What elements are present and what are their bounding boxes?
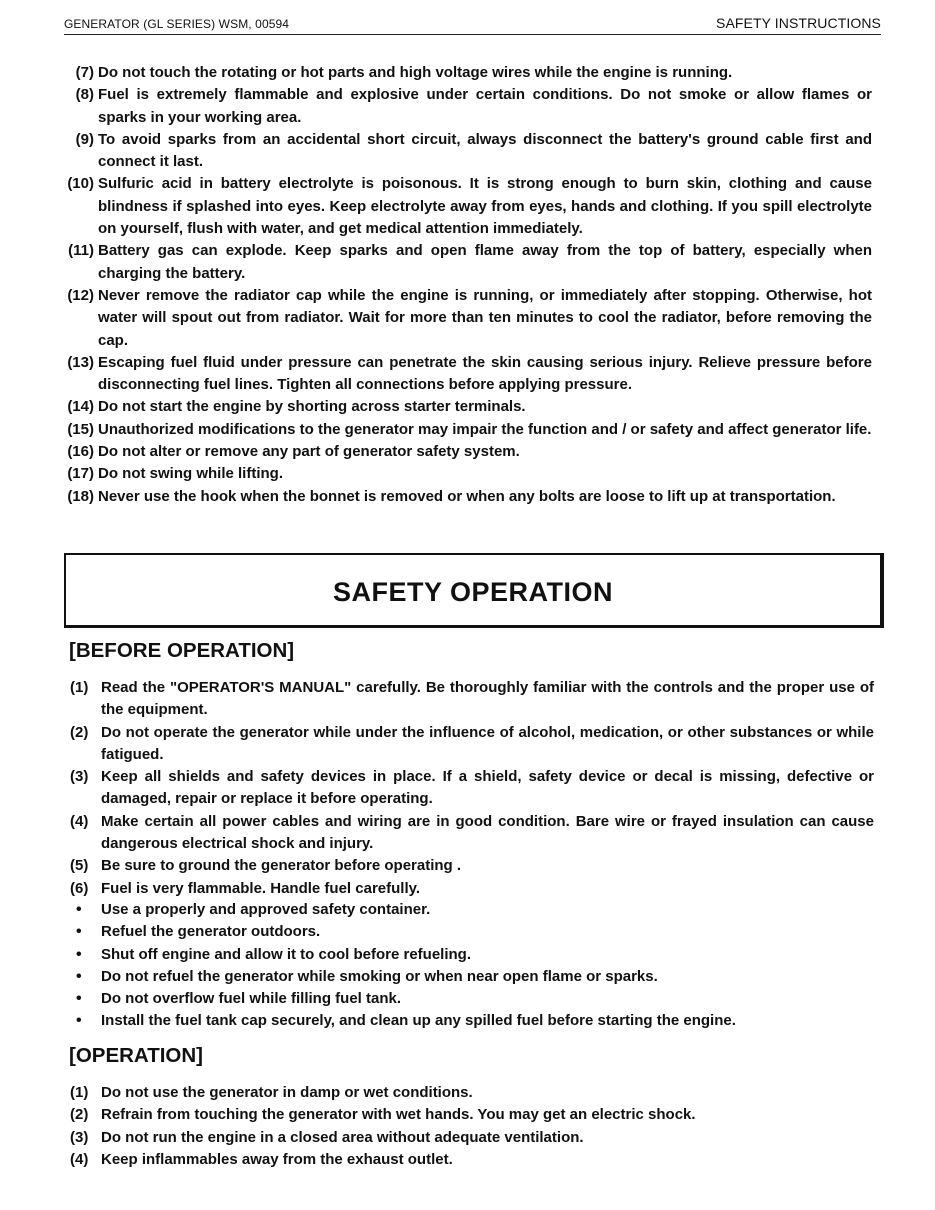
item-text: Read the "OPERATOR'S MANUAL" carefully. Be thoroughly familiar with the controls and the proper use of the equipment.	[101, 679, 874, 719]
item-text: Do not touch the rotating or hot parts and high voltage wires while the engine is running.	[98, 64, 733, 81]
bullet-icon: •	[76, 945, 82, 963]
item-number: (6)	[70, 879, 89, 897]
page-header	[64, 14, 881, 35]
list-item	[60, 463, 872, 485]
list-item	[70, 811, 874, 856]
item-text: Never use the hook when the bonnet is removed or when any bolts are loose to lift up at transportation.	[98, 487, 836, 505]
item-number: (4)	[70, 812, 89, 830]
safety-instructions-list	[60, 62, 872, 508]
operation-heading: [OPERATION]	[69, 1044, 204, 1067]
item-number: (1)	[70, 1084, 89, 1101]
list-item	[70, 1104, 874, 1126]
list-item	[70, 1149, 874, 1171]
header-section-title: SAFETY INSTRUCTIONS	[716, 15, 881, 31]
item-number: (9)	[75, 130, 94, 148]
list-item	[70, 944, 874, 966]
item-number: (1)	[70, 679, 89, 696]
item-text: Sulfuric acid in battery electrolyte is poisonous. It is strong enough to burn skin, clothing and cause blindness if splashed into eyes. Keep electrolyte away from eyes, hands and clothing. If you spill electrolyte on yourself, flush with water, and get medical attention immediately.	[98, 175, 872, 238]
list-item	[60, 396, 872, 418]
item-text: Be sure to ground the generator before operating .	[101, 857, 462, 875]
bullet-icon: •	[76, 1012, 82, 1030]
item-text: Escaping fuel fluid under pressure can penetrate the skin causing serious injury. Relieve pressure before disconnecting fuel lines. Tighten all connections before applying pressure.	[98, 353, 872, 394]
bullet-icon: •	[76, 967, 82, 985]
item-text: Fuel is very flammable. Handle fuel carefully.	[101, 879, 421, 897]
item-number: (5)	[70, 857, 89, 875]
list-item	[70, 878, 874, 900]
item-number: (16)	[67, 443, 94, 461]
item-text: Do not alter or remove any part of generator safety system.	[98, 443, 520, 461]
item-text: Make certain all power cables and wiring are in good condition. Bare wire or frayed insulation can cause dangerous electrical shock and injury.	[101, 812, 874, 853]
item-text: Never remove the radiator cap while the engine is running, or immediately after stopping. Otherwise, hot water will spout out from radiator. Wait for more than ten minutes to cool the radiator, before removing the cap.	[98, 286, 872, 349]
section-title: SAFETY OPERATION	[332, 576, 614, 607]
list-item	[60, 240, 872, 285]
list-item	[60, 352, 872, 397]
list-item	[60, 441, 872, 463]
item-text: Shut off engine and allow it to cool before refueling.	[101, 945, 472, 963]
item-number: (3)	[70, 1128, 89, 1146]
item-number: (18)	[67, 487, 94, 505]
section-title-box	[64, 553, 884, 628]
list-item	[60, 285, 872, 352]
item-number: (7)	[75, 64, 94, 81]
fuel-handling-bullets	[70, 899, 874, 1033]
item-text: Keep inflammables away from the exhaust outlet.	[101, 1150, 453, 1168]
item-text: Fuel is extremely flammable and explosive under certain conditions. Do not smoke or allow flames or sparks in your working area.	[98, 86, 872, 126]
list-item	[60, 173, 872, 240]
item-number: (17)	[67, 465, 94, 483]
list-item	[70, 1010, 874, 1032]
item-text: Do not run the engine in a closed area without adequate ventilation.	[101, 1128, 584, 1146]
before-operation-heading: [BEFORE OPERATION]	[69, 639, 295, 662]
header-manual-id: GENERATOR (GL SERIES) WSM, 00594	[64, 17, 290, 31]
item-text: Do not use the generator in damp or wet conditions.	[101, 1084, 473, 1101]
list-item	[60, 419, 872, 441]
item-text: Use a properly and approved safety container.	[101, 901, 431, 918]
operation-list	[70, 1082, 874, 1171]
list-item	[70, 988, 874, 1010]
list-item	[70, 1127, 874, 1149]
item-text: Install the fuel tank cap securely, and clean up any spilled fuel before starting the engine.	[101, 1012, 736, 1030]
item-number: (2)	[70, 1106, 89, 1124]
item-text: To avoid sparks from an accidental short circuit, always disconnect the battery's ground cable first and connect it last.	[98, 130, 872, 171]
item-number: (10)	[67, 175, 94, 193]
bullet-icon: •	[76, 990, 82, 1008]
item-number: (13)	[67, 353, 94, 371]
list-item	[70, 899, 874, 921]
list-item	[70, 677, 874, 722]
item-text: Do not overflow fuel while filling fuel tank.	[101, 990, 402, 1008]
item-text: Do not operate the generator while under the influence of alcohol, medication, or other substances or while fatigued.	[101, 723, 874, 763]
item-text: Refuel the generator outdoors.	[101, 923, 321, 941]
bullet-icon: •	[76, 901, 82, 918]
item-number: (11)	[68, 242, 94, 260]
item-text: Do not refuel the generator while smoking or when near open flame or sparks.	[101, 967, 658, 985]
list-item	[70, 966, 874, 988]
list-item	[60, 129, 872, 174]
list-item	[70, 766, 874, 811]
item-text: Do not start the engine by shorting across starter terminals.	[98, 398, 526, 416]
item-text: Do not swing while lifting.	[98, 465, 283, 483]
item-text: Refrain from touching the generator with wet hands. You may get an electric shock.	[101, 1106, 696, 1124]
item-number: (12)	[67, 286, 94, 304]
item-number: (3)	[70, 768, 89, 786]
list-item	[70, 1082, 874, 1104]
item-text: Battery gas can explode. Keep sparks and open flame away from the top of battery, especially when charging the battery.	[98, 242, 872, 282]
item-number: (4)	[70, 1150, 89, 1168]
list-item	[70, 722, 874, 767]
list-item	[70, 921, 874, 943]
item-number: (14)	[67, 398, 94, 416]
item-text: Unauthorized modifications to the generator may impair the function and / or safety and affect generator life.	[98, 420, 872, 438]
before-operation-list	[70, 677, 874, 900]
item-number: (15)	[67, 420, 94, 438]
list-item	[60, 84, 872, 129]
item-number: (2)	[70, 723, 89, 741]
list-item	[60, 486, 872, 508]
item-text: Keep all shields and safety devices in place. If a shield, safety device or decal is missing, defective or damaged, repair or replace it before operating.	[101, 768, 874, 808]
list-item	[70, 855, 874, 877]
item-number: (8)	[75, 86, 94, 104]
list-item	[60, 62, 872, 84]
bullet-icon: •	[76, 923, 82, 941]
